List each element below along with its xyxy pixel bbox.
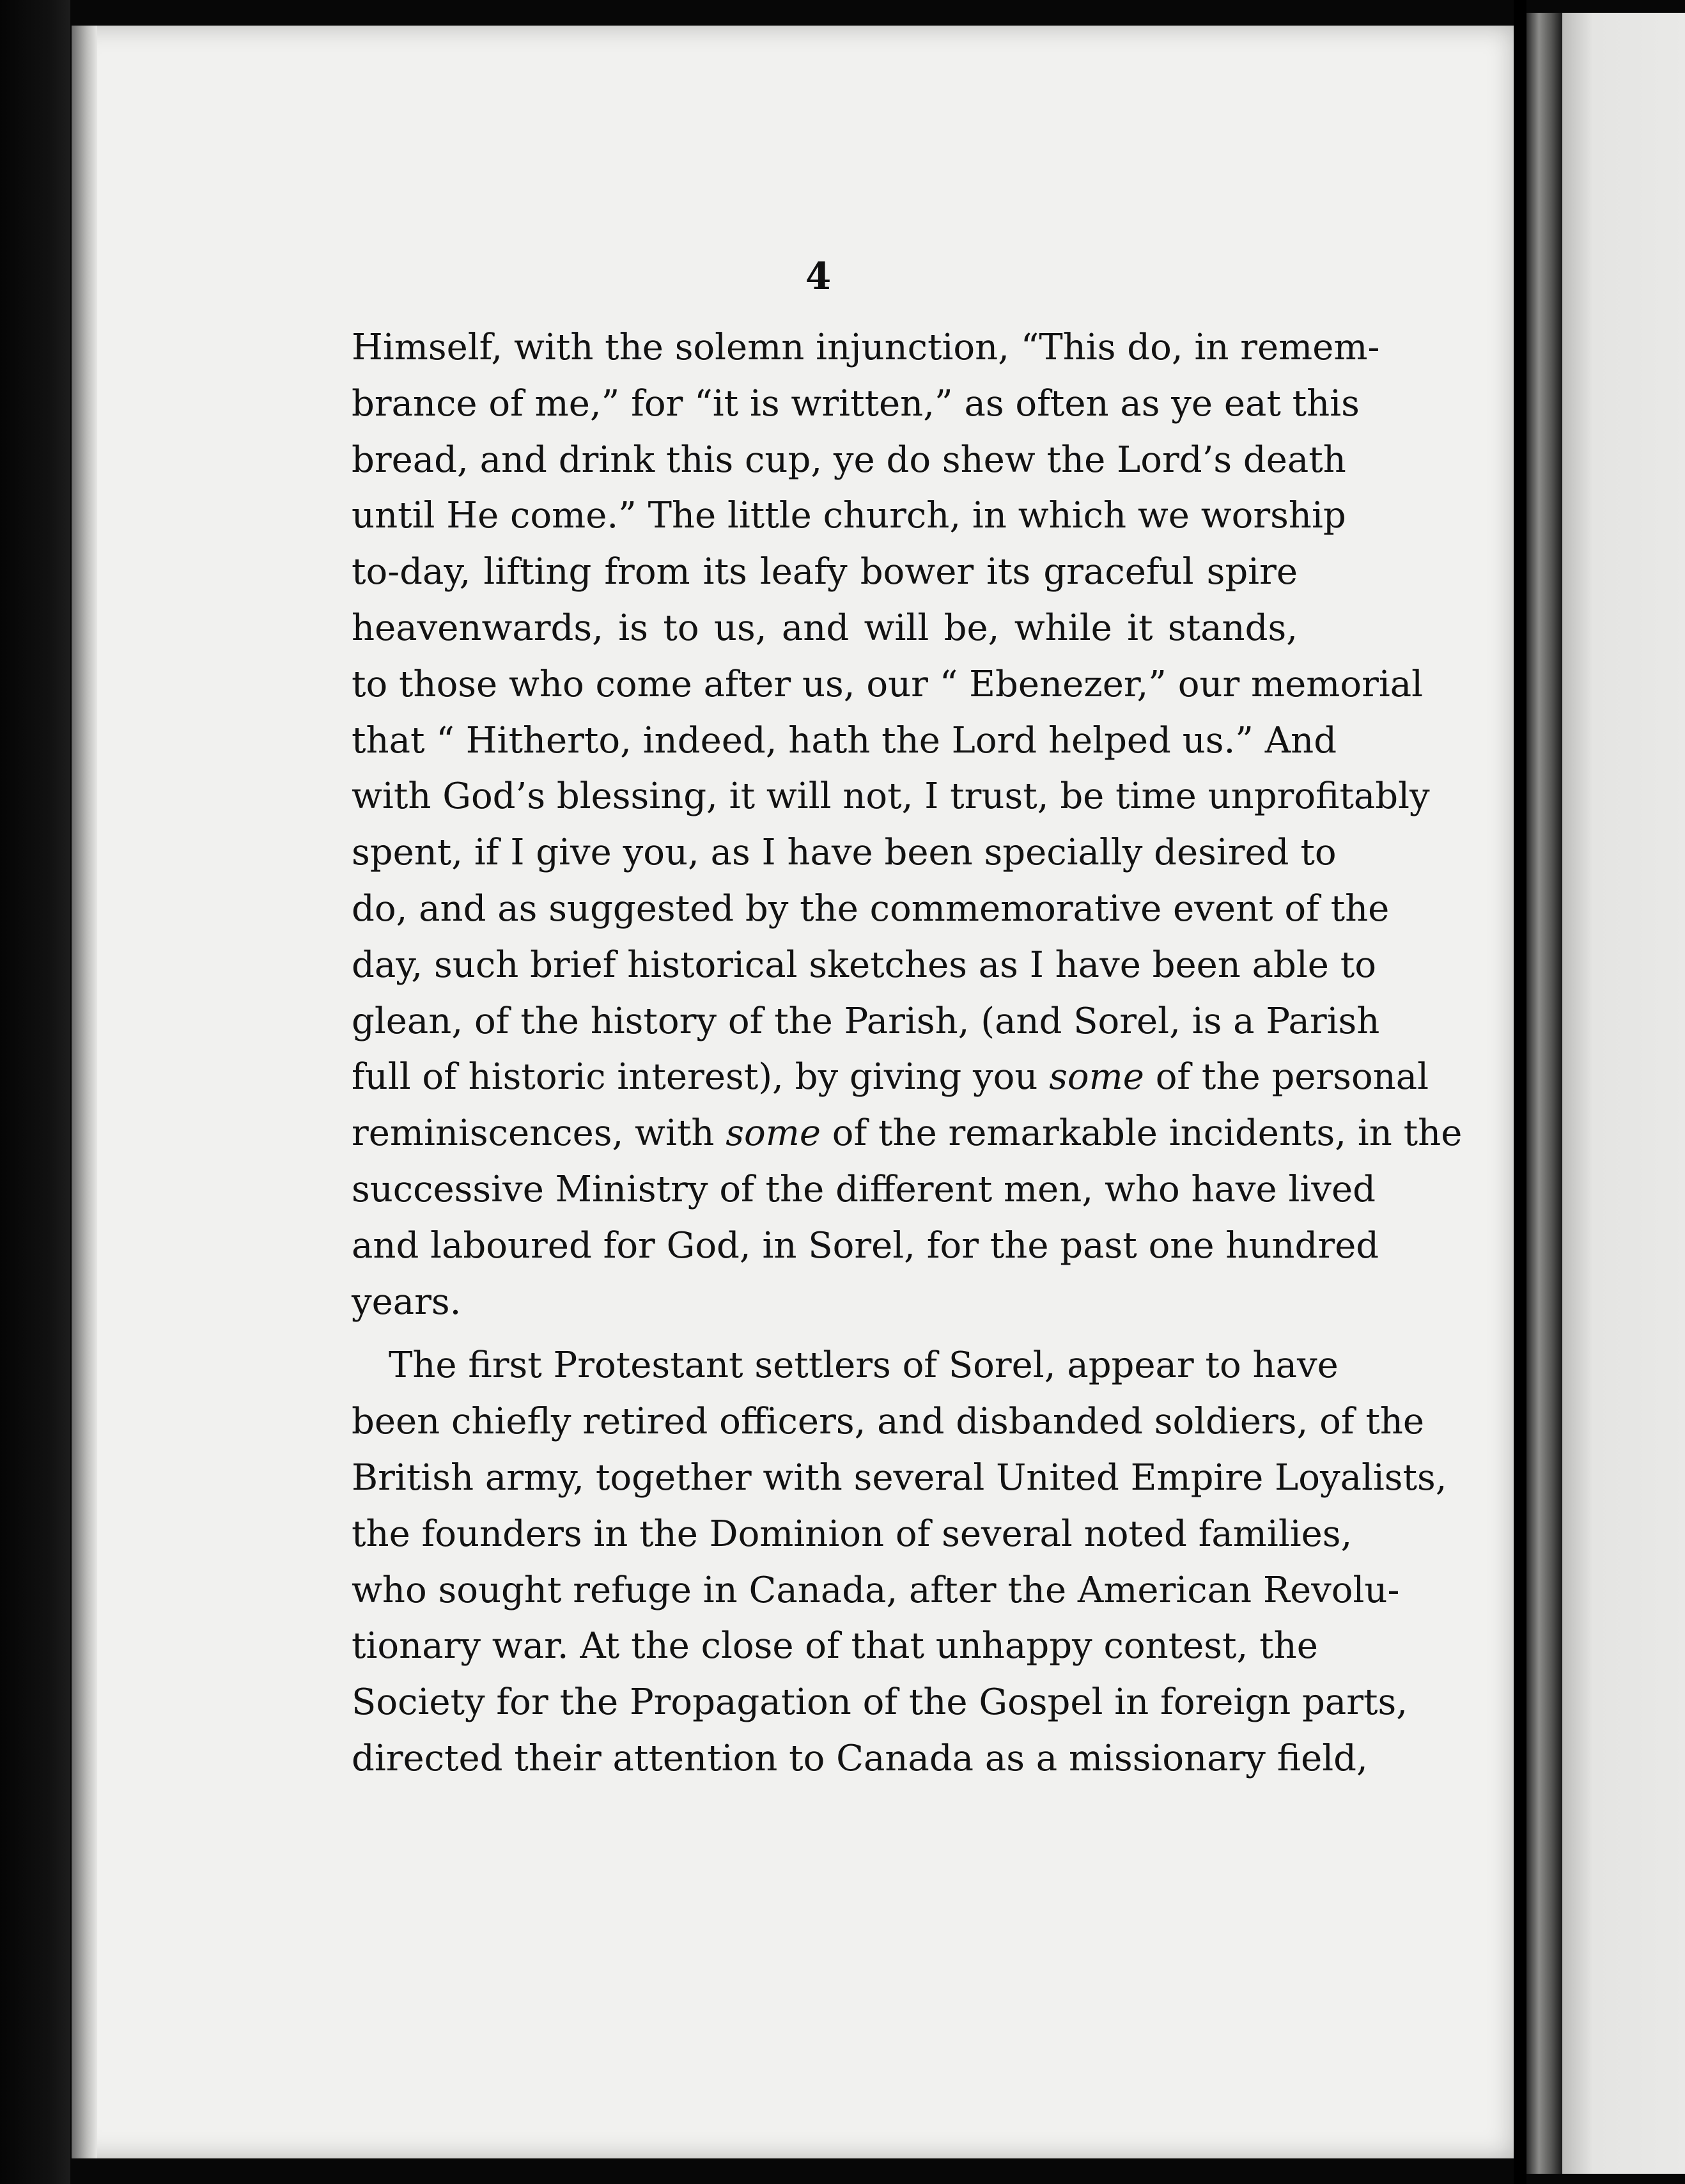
text-line-with-italic — [352, 1105, 1463, 1162]
page-left-shadow — [72, 26, 97, 2158]
text-line: that “ Hitherto, indeed, hath the Lord helped us.” And — [352, 719, 1337, 761]
text-line: who sought refuge in Canada, after the American Revolu- — [352, 1569, 1400, 1611]
text-line: The first Protestant settlers of Sorel, appear to have — [389, 1345, 1339, 1387]
text-line: do, and as suggested by the commemorative event of the — [352, 887, 1390, 930]
text-line: the founders in the Dominion of several noted families, — [352, 1513, 1353, 1555]
text-line: day, such brief historical sketches as I have been able to — [352, 944, 1376, 986]
text-segment: of the personal — [1144, 1056, 1429, 1098]
text-line: tionary war. At the close of that unhappy contest, the — [352, 1625, 1318, 1667]
text-line: heavenwards, is to us, and will be, while it stands, — [352, 607, 1298, 649]
text-line: with God’s blessing, it will not, I trust, be time unprofitably — [352, 776, 1430, 818]
page-number: 4 — [805, 254, 832, 298]
text-line: directed their attention to Canada as a missionary field, — [352, 1737, 1368, 1779]
paragraph-2 — [352, 1338, 1447, 1786]
text-line: British army, together with several United Empire Loyalists, — [352, 1456, 1447, 1499]
text-line: Himself, with the solemn injunction, “This do, in remem- — [352, 327, 1380, 368]
body-text — [352, 320, 1463, 1787]
text-segment: of the remarkable incidents, in the — [820, 1112, 1463, 1155]
text-line: until He come.” The little church, in which we worship — [352, 495, 1346, 537]
text-line: been chiefly retired officers, and disbanded soldiers, of the — [352, 1401, 1425, 1443]
text-line: glean, of the history of the Parish, (and Sorel, is a Parish — [352, 1000, 1380, 1042]
paragraph-gap — [352, 1330, 1298, 1338]
text-line: to those who come after us, our “ Ebenezer,” our memorial — [352, 663, 1424, 705]
scan-left-edge — [0, 0, 70, 2184]
text-line: spent, if I give you, as I have been specially desired to — [352, 832, 1337, 874]
text-line: successive Ministry of the different men, who have lived — [352, 1168, 1376, 1210]
text-line: to-day, lifting from its leafy bower its graceful spire — [352, 551, 1298, 593]
adjacent-page-edge — [1562, 13, 1685, 2174]
text-line: bread, and drink this cup, ye do shew the Lord’s death — [352, 439, 1346, 481]
text-line-with-italic — [352, 1049, 1429, 1105]
text-segment: reminiscences, with — [352, 1112, 726, 1155]
italic-word: some — [726, 1112, 821, 1155]
text-line: Society for the Propagation of the Gospel in foreign parts, — [352, 1681, 1408, 1724]
italic-word: some — [1049, 1056, 1144, 1098]
text-line: brance of me,” for “it is written,” as often as ye eat this — [352, 382, 1360, 425]
book-gutter — [1514, 0, 1526, 2184]
book-binding — [1526, 13, 1562, 2174]
text-segment: full of historic interest), by giving you — [352, 1056, 1050, 1098]
text-line: years. — [352, 1281, 462, 1323]
text-line: and laboured for God, in Sorel, for the past one hundred — [352, 1224, 1379, 1267]
paragraph-1 — [352, 320, 1463, 1330]
